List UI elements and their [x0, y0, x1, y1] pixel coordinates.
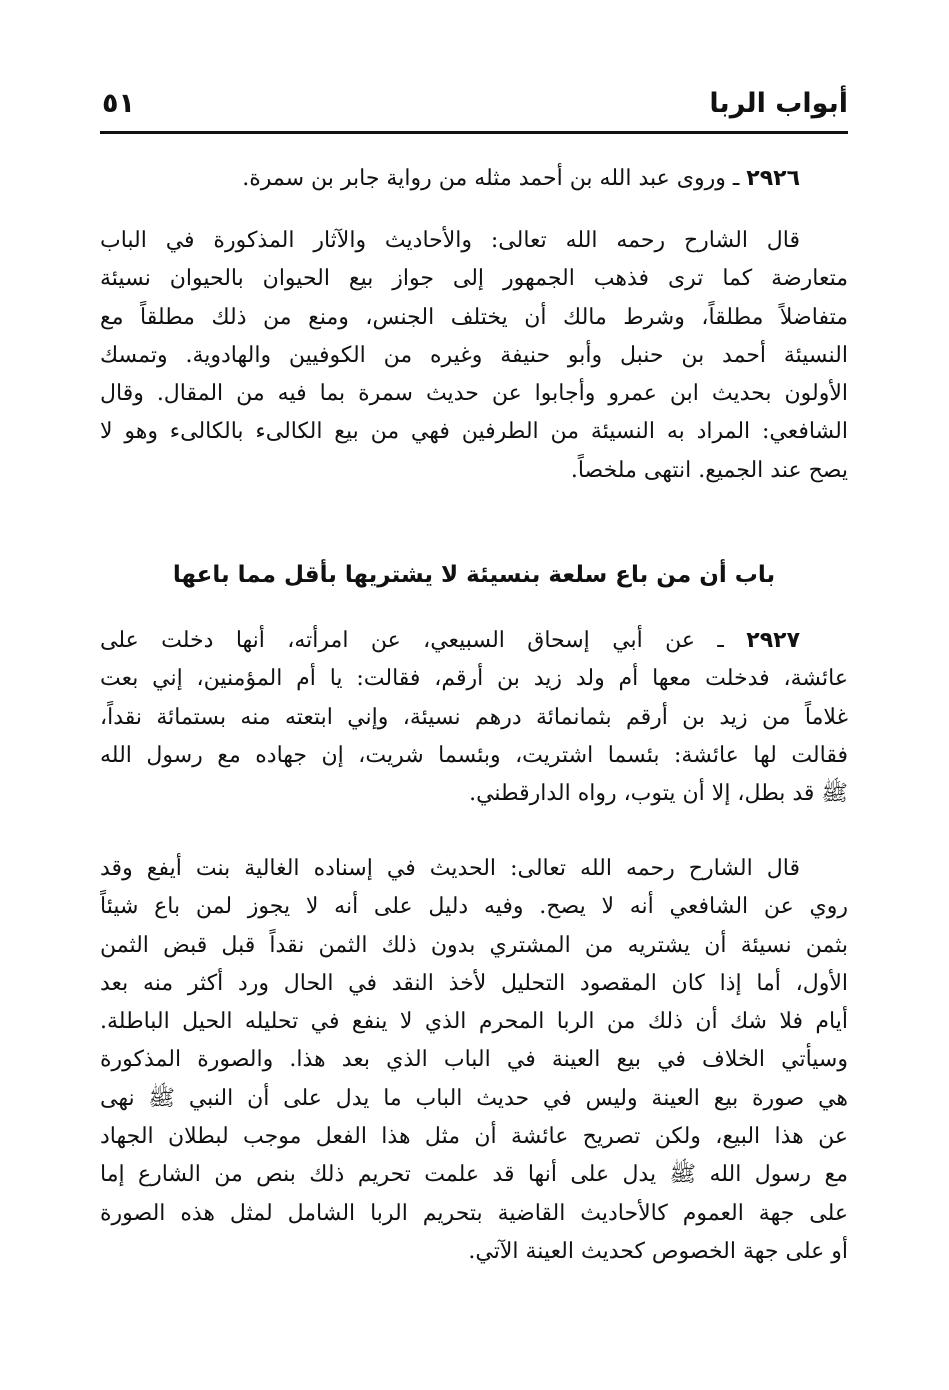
paragraph-line: متفاضلاً مطلقاً، وشرط مالك أن يختلف الجنس، ومنع من ذلك مطلقاً مع [100, 304, 848, 330]
running-title: أبواب الربا [709, 88, 848, 119]
hadith-text: ـ وروى عبد الله بن أحمد مثله من رواية جابر بن سمرة. [242, 166, 740, 191]
paragraph-line: ﷺ قد بطل، إلا أن يتوب، رواه الدارقطني. [469, 781, 848, 807]
paragraph-line: الشافعي: المراد به النسيئة من الطرفين فهي من بيع الكالىء بالكالىء وهو لا [100, 419, 848, 445]
paragraph-line: الأولون بحديث ابن عمرو وأجابوا عن حديث سمرة بما فيه من المقال. وقال [100, 381, 848, 407]
paragraph-line: قال الشارح رحمه الله تعالى: والأحاديث والآثار المذكورة في الباب [100, 228, 800, 253]
hadith-number: ٢٩٢٦ [746, 166, 800, 191]
paragraph-line: قال الشارح رحمه الله تعالى: الحديث في إسناده الغالية بنت أيفع وقد [100, 856, 800, 881]
paragraph-line: مع رسول الله ﷺ يدل على أنها قد علمت تحريم ذلك بنص من الشارع إما [100, 1162, 848, 1188]
commentary-paragraph-1 [100, 222, 848, 490]
paragraph-line: متعارضة كما ترى فذهب الجمهور إلى جواز بيع الحيوان بالحيوان نسيئة [100, 266, 848, 292]
paragraph-line: أو على جهة الخصوص كحديث العينة الآتي. [468, 1238, 848, 1264]
paragraph-line: على جهة العموم كالأحاديث القاضية بتحريم الربا الشامل لمثل هذه الصورة [100, 1200, 848, 1226]
header-rule [100, 131, 848, 134]
paragraph-line: بثمن نسيئة أن يشتريه من المشتري بدون ذلك الثمن نقداً قبل قبض الثمن [100, 932, 848, 958]
paragraph-line: أيام فلا شك أن ذلك من الربا المحرم الذي لا ينفع في تحليله الحيل الباطلة. [100, 1009, 848, 1035]
paragraph-line: وسيأتي الخلاف في بيع العينة في الباب الذي بعد هذا. والصورة المذكورة [100, 1047, 848, 1073]
paragraph-line: الأول، أما إذا كان المقصود التحليل لأخذ النقد في الحال ورد أكثر منه بعد [100, 970, 848, 996]
page-header [100, 84, 848, 132]
chapter-heading: باب أن من باع سلعة بنسيئة لا يشتريها بأقل مما باعها [172, 562, 776, 588]
hadith-number: ٢٩٢٧ [746, 628, 800, 653]
paragraph-line: غلاماً من زيد بن أرقم بثمانمائة درهم نسيئة، وإني ابتعته منه بستمائة نقداً، [100, 704, 848, 730]
commentary-paragraph-2 [100, 850, 848, 1271]
hadith-2927-first-line [100, 622, 848, 660]
hadith-text: ـ عن أبي إسحاق السبيعي، عن امرأته، أنها دخلت على [100, 628, 724, 653]
page-number: ٥١ [102, 88, 135, 119]
paragraph-line: عائشة، فدخلت معها أم ولد زيد بن أرقم، فقالت: يا أم المؤمنين، إني بعت [100, 666, 848, 692]
paragraph-line: يصح عند الجميع. انتهى ملخصاً. [570, 457, 848, 483]
paragraph-line: هي صورة بيع العينة وليس في حديث الباب ما يدل على أن النبي ﷺ نهى [100, 1085, 848, 1111]
paragraph-line: النسيئة أحمد بن حنبل وأبو حنيفة وغيره من الكوفيين والهادوية. وتمسك [100, 342, 848, 368]
paragraph-line: روي عن الشافعي أنه لا يصح. وفيه دليل على أنه لا يجوز لمن باع شيئاً [100, 894, 848, 920]
hadith-2927 [100, 622, 848, 813]
paragraph-line: عن هذا البيع، ولكن تصريح عائشة أن مثل هذا الفعل موجب لبطلان الجهاد [100, 1124, 848, 1150]
hadith-2926-line [100, 160, 848, 198]
paragraph-line: فقالت لها عائشة: بئسما اشتريت، وبئسما شريت، إن جهاده مع رسول الله [100, 742, 848, 768]
hadith-2926 [100, 160, 848, 198]
